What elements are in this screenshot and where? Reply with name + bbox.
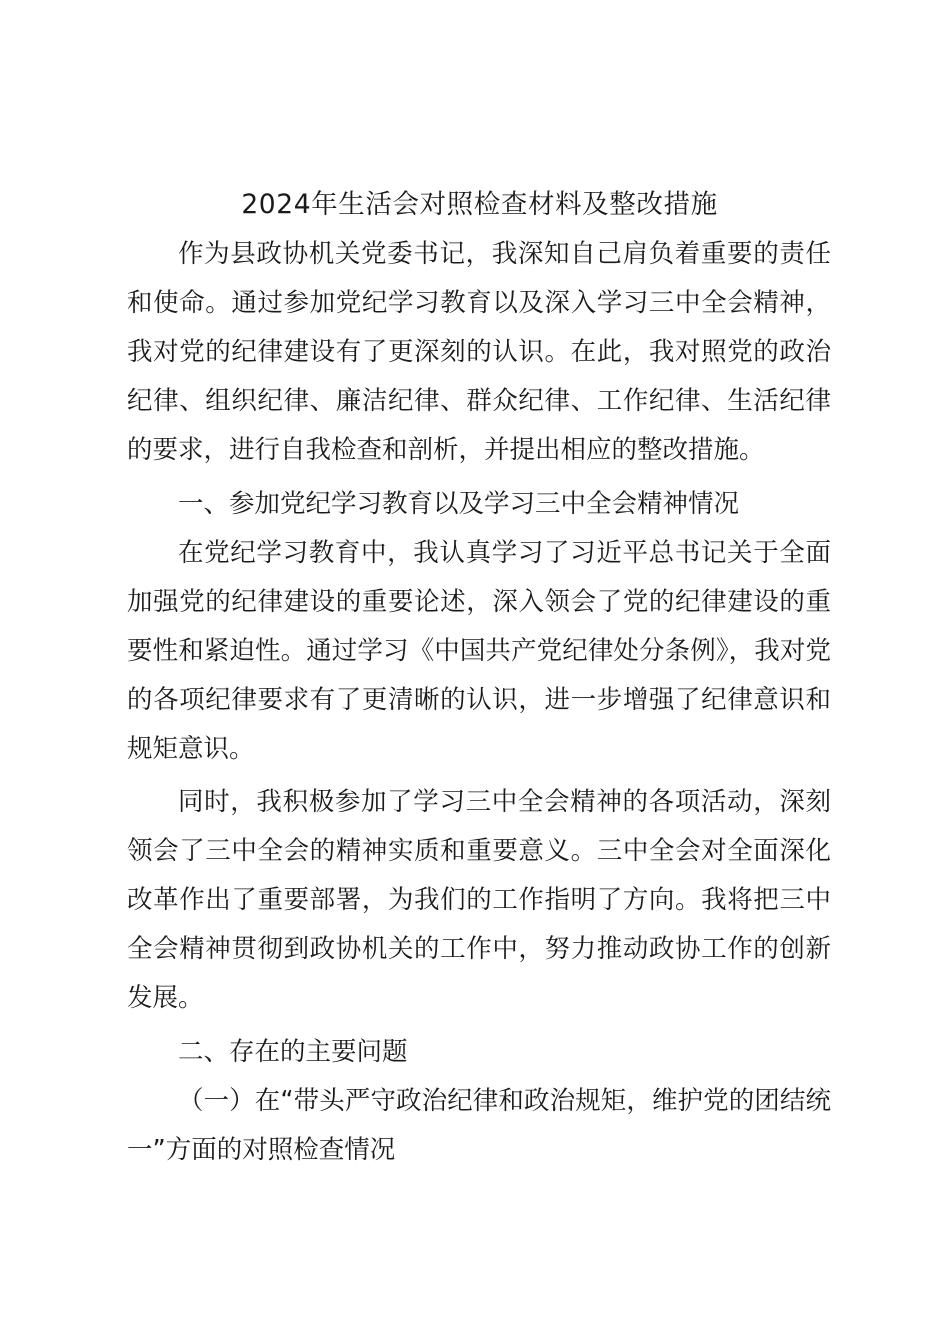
section1-paragraph-2: 同时，我积极参加了学习三中全会精神的各项活动，深刻领会了三中全会的精神实质和重要意义。三中全会对全面深化改革作出了重要部署，为我们的工作指明了方向。我将把三中全会精神贯彻到政协机关的工作中，努力推动政协工作的创新发展。 — [127, 787, 831, 1013]
document-title: 2024年生活会对照检查材料及整改措施 — [241, 189, 718, 220]
subsection-heading-1: （一）在“带头严守政治纪律和政治规矩，维护党的团结统一”方面的对照检查情况 — [127, 1086, 831, 1165]
section-heading-1: 一、参加党纪学习教育以及学习三中全会精神情况 — [178, 489, 740, 519]
section1-paragraph-1: 在党纪学习教育中，我认真学习了习近平总书记关于全面加强党的纪律建设的重要论述，深入领会了党的纪律建设的重要性和紧迫性。通过学习《中国共产党纪律处分条例》，我对党的各项纪律要求有了更清晰的认识，进一步增强了纪律意识和规矩意识。 — [127, 538, 831, 764]
section-heading-2: 二、存在的主要问题 — [178, 1037, 408, 1067]
intro-paragraph: 作为县政协机关党委书记，我深知自己肩负着重要的责任和使命。通过参加党纪学习教育以及深入学习三中全会精神，我对党的纪律建设有了更深刻的认识。在此，我对照党的政治纪律、组织纪律、廉洁纪律、群众纪律、工作纪律、生活纪律的要求，进行自我检查和剖析，并提出相应的整改措施。 — [127, 239, 831, 465]
